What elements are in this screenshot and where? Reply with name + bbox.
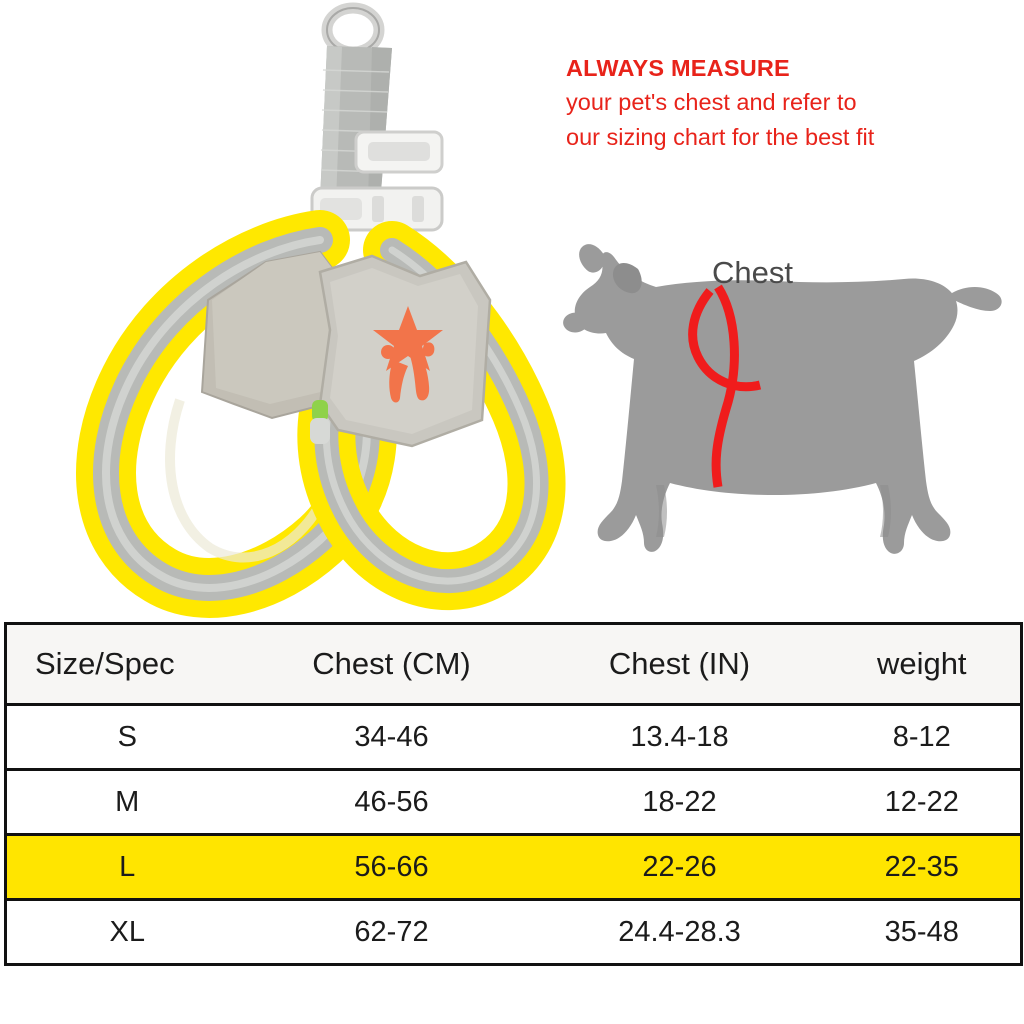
slider-buckle-icon — [356, 132, 442, 172]
cell-weight: 35-48 — [824, 900, 1022, 965]
cell-size: M — [6, 770, 248, 835]
cell-chest-cm: 56-66 — [248, 835, 536, 900]
size-chart-table — [4, 622, 1023, 966]
cell-chest-in: 18-22 — [536, 770, 824, 835]
dog-chest-diagram — [560, 195, 1020, 585]
col-header-chest-in: Chest (IN) — [536, 624, 824, 705]
cell-chest-in: 22-26 — [536, 835, 824, 900]
table-row — [6, 770, 1022, 835]
cell-size: L — [6, 835, 248, 900]
cell-size: S — [6, 705, 248, 770]
cell-weight: 8-12 — [824, 705, 1022, 770]
col-header-size: Size/Spec — [6, 624, 248, 705]
harness-logo-patch — [320, 256, 490, 446]
measure-note-line2: your pet's chest and refer to — [566, 89, 857, 116]
col-header-chest-cm: Chest (CM) — [248, 624, 536, 705]
product-photo-harness — [20, 0, 580, 618]
table-row — [6, 900, 1022, 965]
cell-size: XL — [6, 900, 248, 965]
measure-note-headline: ALWAYS MEASURE — [566, 55, 790, 81]
cell-weight: 12-22 — [824, 770, 1022, 835]
measure-note — [566, 52, 1006, 153]
indicator-light-icon — [310, 400, 330, 444]
dog-silhouette-icon — [560, 195, 1020, 585]
measure-note-line3: our sizing chart for the best fit — [566, 123, 875, 150]
cell-chest-cm: 46-56 — [248, 770, 536, 835]
top-strap — [320, 46, 392, 205]
table-row — [6, 705, 1022, 770]
size-chart — [4, 622, 1020, 1020]
cell-chest-in: 24.4-28.3 — [536, 900, 824, 965]
cell-chest-in: 13.4-18 — [536, 705, 824, 770]
cell-chest-cm: 62-72 — [248, 900, 536, 965]
cell-chest-cm: 34-46 — [248, 705, 536, 770]
table-header-row — [6, 624, 1022, 705]
d-ring-icon — [327, 8, 379, 52]
table-row-highlighted — [6, 835, 1022, 900]
harness-illustration — [20, 0, 580, 618]
col-header-weight: weight — [824, 624, 1022, 705]
cell-weight: 22-35 — [824, 835, 1022, 900]
chest-label: Chest — [712, 255, 793, 290]
